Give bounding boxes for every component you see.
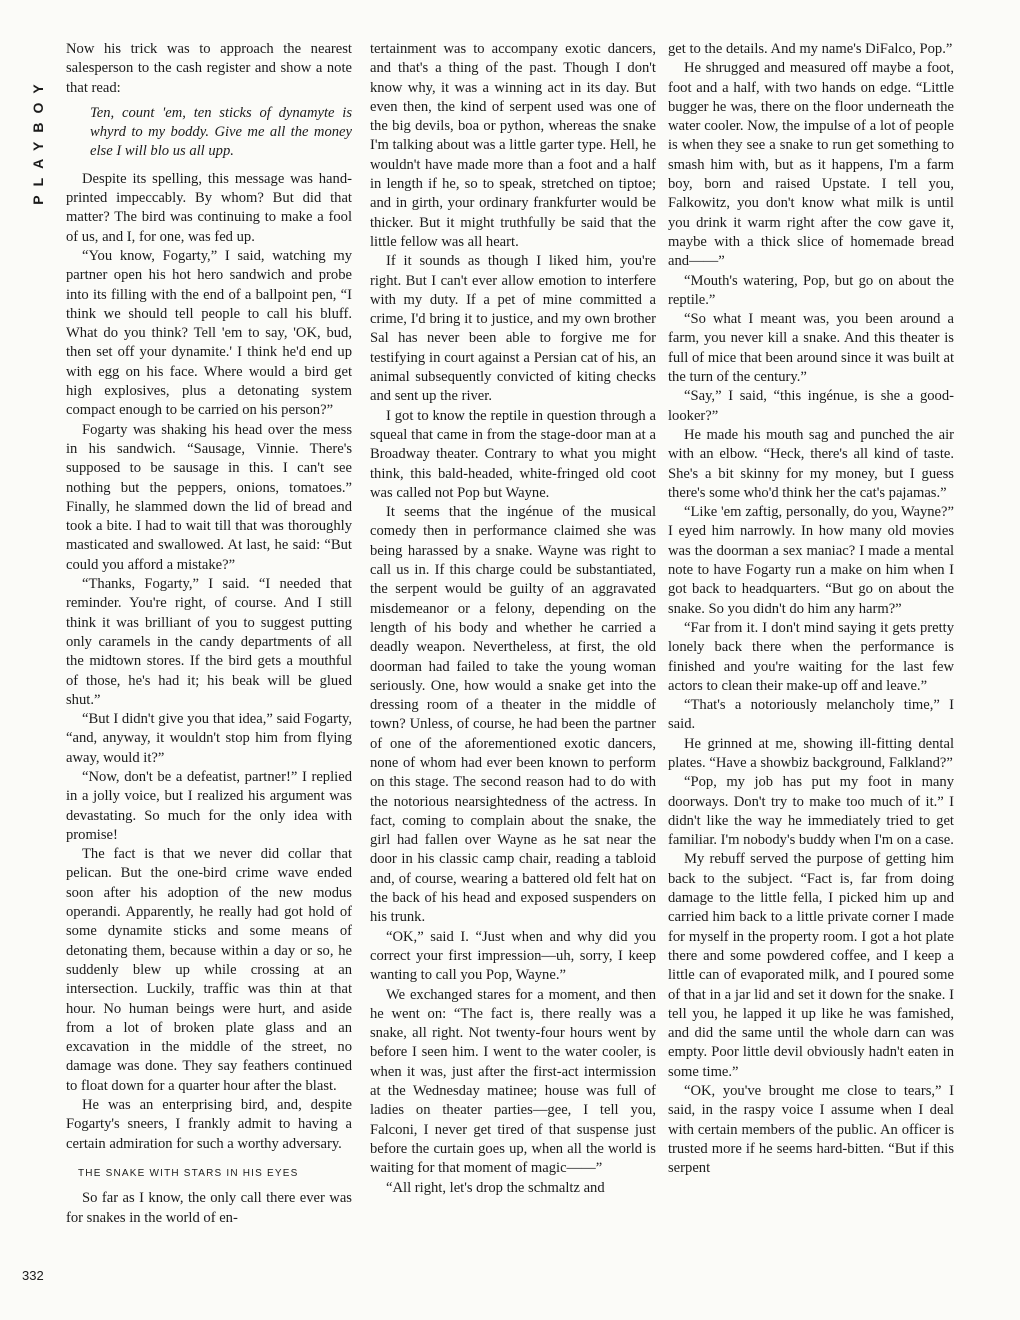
paragraph: get to the details. And my name's DiFalco, Pop.” [668,41,953,57]
paragraph: “Pop, my job has put my foot in many doorways. Don't try to make too much of it.” I didn't like the way he immediately tried to get familiar. I'm nobody's buddy when I'm on a case. [668,774,954,849]
paragraph: He was an enterprising bird, and, despite Fogarty's sneers, I frankly admit to having a certain admiration for such a worthy adversary. [66,1097,352,1152]
paragraph: “Say,” I said, “this ingénue, is she a good-looker?” [668,388,954,424]
text-column-1 [66,40,352,1228]
paragraph: If it sounds as though I liked him, you're right. But I can't ever allow emotion to interfere with my duty. If a pet of mine committed a crime, I'd bring it to justice, and my own brother Sal has never been able to forgive me for testifying in court against a Persian cat of his, an animal subsequently convicted of kiting checks and sent up the river. [370,253,656,405]
paragraph: “Like 'em zaftig, personally, do you, Wayne?” I eyed him narrowly. In how many old movies was the doorman a sex maniac? I made a mental note to have Fogarty run a make on him when I got back to headquarters. “But go on about the snake. So you didn't do him any harm?” [668,504,954,617]
paragraph: “But I didn't give you that idea,” said Fogarty, “and, anyway, it wouldn't stop him from flying away, would it?” [66,711,352,766]
paragraph: He shrugged and measured off maybe a foot, foot and a half, with two hands on edge. “Little bugger he was, there on the floor underneath the water cooler. Now, the impulse of a lot of people is when they see a snake to run get something to smash him with, but as it happens, I'm a farm boy, born and raised Upstate. I tell you, Falkowitz, you don't know what milk is until you drink it warm right after the cow gave it, maybe with a thick slice of homemade bread and——” [668,60,954,270]
paragraph: “Far from it. I don't mind saying it gets pretty lonely back there when the performance is finished and you're waiting for the last few actors to clean their make-up off and leave.” [668,619,954,694]
paragraph: He made his mouth sag and punched the air with an elbow. “Heck, there's all kind of taste. She's a bit skinny for my money, but I guess there's some who'd think her the cat's pajamas.” [668,426,954,501]
text-column-2 [370,40,656,1198]
paragraph: It seems that the ingénue of the musical comedy then in performance claimed she was being harassed by a snake. Wayne was right to call us in. If this charge could be substantiated, the serpent would be guilty of an aggravated misdemeanor or a felony, depending on the length of his body and whether he carried a deadly weapon. Nevertheless, at first, the old doorman had failed to take the young woman seriously. One, how would a snake get into the dressing room of a theater in the middle of town? Unless, of course, he had been the partner of one of the aforementioned exotic dancers, none of whom had ever been known to perform on this stage. The second reason had to do with the notorious nearsightedness of the actress. In fact, coming to complain about the snake, the girl had fallen over Wayne as he sat near the door in his classic camp chair, reading a tabloid and, of course, wearing a battered old felt hat on the back of his head and exposed suspenders on his trunk. [370,504,656,926]
magazine-sidebar-logo [20,40,50,240]
page-number: 332 [22,1268,44,1283]
paragraph: “You know, Fogarty,” I said, watching my partner open his hot hero sandwich and probe into its filling with the end of a ballpoint pen, “I think we should tell people to call his bluff. What do you think? Tell 'em to say, 'OK, bud, then set off your dynamite.' I think he'd end up with egg on his face. Where would a bird get high explosives, plus a detonating system compact enough to be carried on his person?” [66,247,352,419]
magazine-name: PLAYBOY [30,75,46,205]
paragraph: Fogarty was shaking his head over the mess in his sandwich. “Sausage, Vinnie. There's supposed to be sausage in this. I can't see nothing but the peppers, onions, tomatoes.” Finally, he slammed down the lid of bread and took a bite. I had to wait till that was thoroughly masticated and swallowed. At last, he said: “But could you afford a mistake?” [66,421,352,573]
paragraph: “Mouth's watering, Pop, but go on about the reptile.” [668,272,954,308]
text-column-3 [668,40,954,1179]
paragraph: I got to know the reptile in question through a squeal that came in from the stage-door man at a Broadway theater. Contrary to what you might think, this bald-headed, white-fringed old coot was called not Pop but Wayne. [370,407,656,501]
paragraph: “All right, let's drop the schmaltz and [386,1179,605,1196]
paragraph: Now his trick was to approach the nearest salesperson to the cash register and show a note that read: [66,41,352,96]
paragraph: “So what I meant was, you been around a farm, you never kill a snake. And this theater is full of mice that been around since it was built at the turn of the century.” [668,311,954,386]
paragraph: tertainment was to accompany exotic dancers, and that's a thing of the past. Though I don't know why, it was a winning act in its day. But even then, the kind of serpent used was one of the big devils, boa or python, whereas the snake I'm talking about was a little garter type. Hell, he wouldn't have made more than a foot and a half in length if he, so to speak, stretched on tiptoe; and in girth, your ordinary frankfurter would be thicker. But it might truthfully be said that the little fellow was all heart. [370,41,656,250]
paragraph: My rebuff served the purpose of getting him back to the subject. “Fact is, far from doing damage to the little fella, I picked him up and carried him back to a little private corner I made for myself in the property room. I got a hot plate there and some powdered coffee, and I keep a little can of evaporated milk, and I poured some of that in a jar lid and set it down for the snake. I tell you, he lapped it up like he was famished, and did the same until the whole darn can was empty. Poor little devil obviously hadn't eaten in some time.” [668,851,954,1080]
paragraph: “Now, don't be a defeatist, partner!” I replied in a jolly voice, but I realized his argument was devastating. So much for the only idea with promise! [66,768,352,843]
paragraph: We exchanged stares for a moment, and then he went on: “The fact is, there really was a snake, all right. Not twenty-four hours went by before I seen him. I went to the water cooler, is when it was, just after the first-act intermission at the Wednesday matinee; house was full of ladies on theater parties—gee, I tell you, Falconi, I never get tired of that suspense just before the curtain goes up, when all the world is waiting for that moment of magic——” [370,986,656,1177]
paragraph: He grinned at me, showing ill-fitting dental plates. “Have a showbiz background, Falkland?” [668,735,954,771]
ransom-note-quote: Ten, count 'em, ten sticks of dynamyte is whyrd to my boddy. Give me all the money else I will blo us all upp. [90,104,352,160]
paragraph: “OK,” said I. “Just when and why did you correct your first impression—uh, sorry, I keep wanting to call you Pop, Wayne.” [370,928,656,984]
paragraph: Despite its spelling, this message was hand-printed impeccably. By whom? But did that matter? The bird was continuing to make a fool of us, and I, for one, was fed up. [66,170,352,245]
paragraph: The fact is that we never did collar that pelican. But the one-bird crime wave ended soon after his adoption of the new modus operandi. Apparently, he really had got hold of some dynamite sticks and some means of detonating them, because within a day or so, he suddenly blew up while crossing at an intersection. Luckily, traffic was thin at that hour. No human beings were hurt, and aside from a lot of broken plate glass and an excavation in the middle of the street, no damage was done. They say feathers continued to float down for a quarter hour after the blast. [66,846,352,1094]
paragraph: “Thanks, Fogarty,” I said. “I needed that reminder. You're right, of course. And I still think it was brilliant of you to suggest putting only caramels in the candy departments of all the midtown stores. If the bird gets a mouthful of those, he's had it; his beak will be glued shut.” [66,576,352,708]
paragraph: So far as I know, the only call there ever was for snakes in the world of en- [66,1190,352,1226]
section-subhead: THE SNAKE WITH STARS IN HIS EYES [78,1167,299,1179]
paragraph: “That's a notoriously melancholy time,” I said. [668,697,954,733]
paragraph: “OK, you've brought me close to tears,” I said, in the raspy voice I assume when I deal with certain members of the public. An officer is trusted more if he seems hard-bitten. “But if this serpent [668,1083,954,1177]
